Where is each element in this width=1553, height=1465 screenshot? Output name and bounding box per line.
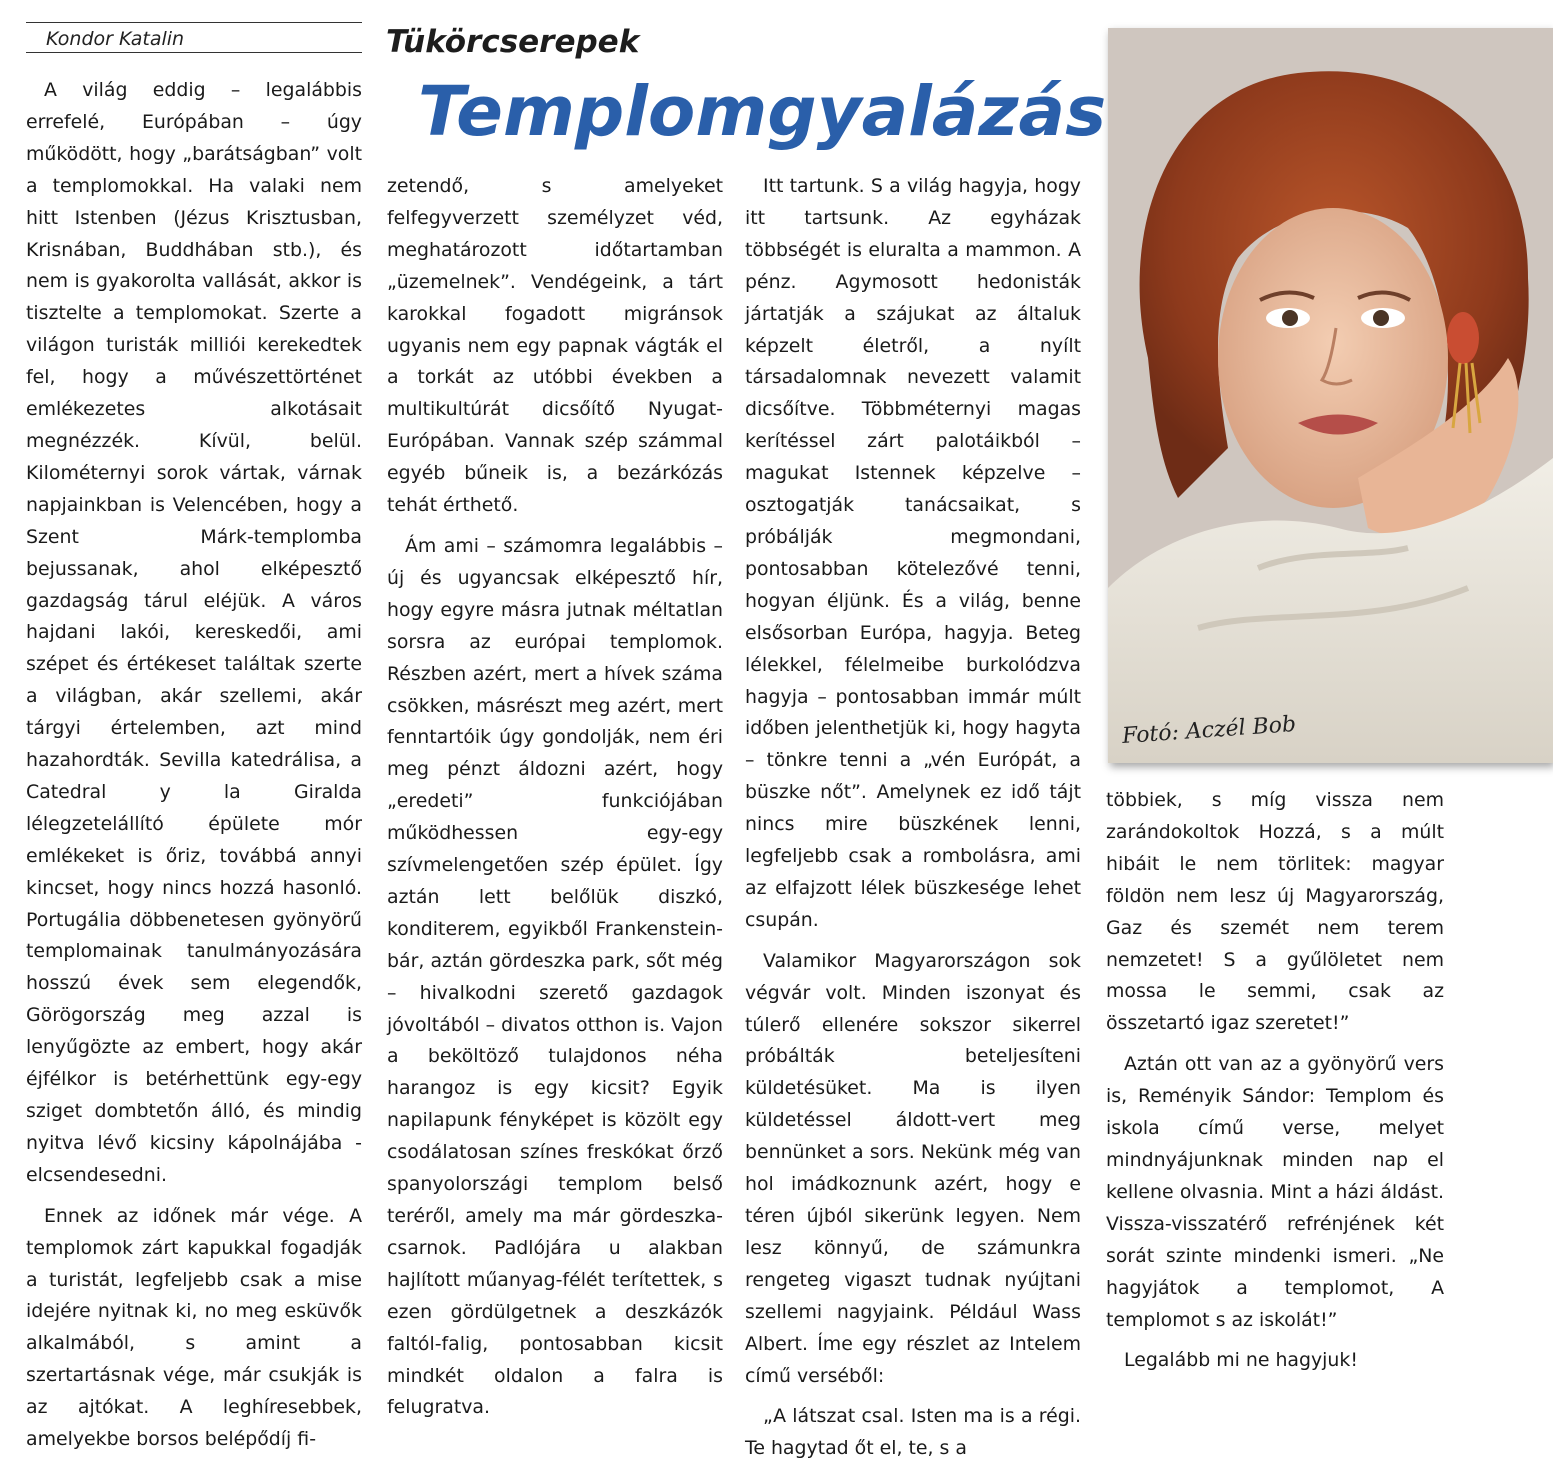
photo-signature: Fotó: Aczél Bob	[1121, 711, 1297, 750]
paragraph: Aztán ott van az a gyönyörű vers is, Reményik Sándor: Templom és iskola című verse, melyet mindnyájunknak minden nap el kellene olvasnia. Mint a házi áldást. Vissza-visszatérő refrénjének két sorát szinte mindenki ismeri. „Ne hagyjátok a templomot, A templomot s az iskolát!”	[1106, 1053, 1444, 1331]
paragraph: Ennek az időnek már vége. A templomok zárt kapukkal fogadják a turistát, legfeljebb csak a mise idejére nyitnak ki, no meg esküvők alkalmából, s amint a szertartásnak vége, már csukják is az ajtókat. A leghíresebbek, amelyekbe borsos belépődíj fi-	[26, 1204, 362, 1451]
column-kicker: Tükörcserepek	[386, 24, 640, 60]
text-column-1	[26, 75, 362, 1456]
paragraph: Legalább mi ne hagyjuk!	[1124, 1349, 1358, 1372]
article-headline: Templomgyalázás	[418, 72, 1107, 152]
text-column-4	[1106, 785, 1444, 1377]
paragraph: Ám ami – számomra legalábbis – új és ugyancsak elképesztő hír, hogy egyre másra jutnak méltatlan sorsra az európai templomok. Részben azért, mert a hívek száma csökken, másrészt meg azért, mert fenntartóik úgy gondolják, nem éri meg pénzt áldozni azért, hogy „eredeti” funkciójában működhessen egy-egy szívmelengetően szép épület. Így aztán lett belőlük diszkó, konditerem, egyikből Frankenstein-bár, aztán gördeszka park, sőt még – hivalkodni szerető gazdagok jóvoltából – divatos otthon is. Vajon a beköltöző tulajdonos néha harangoz is egy kicsit? Egyik napilapunk fényképet is közölt egy csodálatosan színes freskókat őrző spanyolországi templom belső teréről, amely ma már gördeszka-csarnok. Padlójára u alakban hajlított műanyag-félét terítettek, s ezen gördülgetnek a deszkázók faltól-falig, pontosabban kicsit mindkét oldalon a falra is felugratva.	[387, 534, 723, 1419]
text-column-3	[745, 171, 1081, 1465]
paragraph: Itt tartunk. S a világ hagyja, hogy itt tartsunk. Az egyházak többségét is eluralta a mammon. A pénz. Agymosott hedonisták jártatják a szájukat az általuk képzelt életről, a nyílt társadalomnak nevezett valamit dicsőítve. Többméternyi magas kerítéssel zárt palotáikból – magukat Istennek képzelve – osztogatják tanácsaikat, s próbálják megmondani, pontosabban kötelezővé tenni, hogyan éljünk. És a világ, benne elsősorban Európa, hagyja. Beteg lélekkel, félelmeibe burkolódzva hagyja – pontosabban immár múlt időben jelenthetjük ki, hogy hagyta – tönkre tenni a „vén Európát, a büszke nőt”. Amelynek ez idő tájt nincs mire büszkének lenni, legfeljebb csak a rombolásra, ami az elfajzott lélek büszkesége lehet csupán.	[745, 175, 1081, 931]
portrait-photo-icon	[1108, 28, 1553, 763]
author-rule-bottom	[26, 52, 362, 53]
author-rule-top	[26, 22, 362, 23]
author-portrait-photo	[1108, 28, 1553, 763]
paragraph: többiek, s míg vissza nem zarándokoltok Hozzá, s a múlt hibáit le nem törlitek: magyar földön nem lesz új Magyarország, Gaz és szemét nem terem nemzetet! S a gyűlöletet nem mossa le semmi, csak az összetartó igaz szeretet!”	[1106, 789, 1444, 1035]
paragraph: A világ eddig – legalábbis errefelé, Európában – úgy működött, hogy „barátságban” volt a templomokkal. Ha valaki nem hitt Istenben (Jézus Krisztusban, Krisnában, Buddhában stb.), és nem is gyakorolta vallását, akkor is tisztelte a templomokat. Szerte a világon turisták milliói kerekedtek fel, hogy a művészettörténet emlékezetes alkotásait megnézzék. Kívül, belül. Kilométernyi sorok vártak, várnak napjainkban is Velencében, hogy a Szent Márk-templomba bejussanak, ahol elképesztő gazdagság tárul eléjük. A város hajdani lakói, kereskedői, ami szépet és értékeset találtak szerte a világban, akár szellemi, akár tárgyi értelemben, azt mind hazahordták. Sevilla katedrálisa, a Catedral y la Giralda lélegzetelállító épülete mór emlékeket is őriz, továbbá annyi kincset, hogy nincs hozzá hasonló. Portugália döbbenetesen gyönyörű templomainak tanulmányozására hosszú évek sem elegendők, Görögország meg azzal is lenyűgözte az embert, hogy akár éjfélkor is betérhettünk egy-egy sziget dombtetőn álló, és mindig nyitva lévő kicsiny kápolnájába - elcsendesedni.	[26, 79, 362, 1186]
text-column-2	[387, 171, 723, 1424]
author-byline: Kondor Katalin	[46, 28, 185, 50]
paragraph: Valamikor Magyarországon sok végvár volt. Minden iszonyat és túlerő ellenére sokszor sikerrel próbálták beteljesíteni küldetésüket. Ma is ilyen küldetéssel áldott-vert meg bennünket a sors. Nekünk még van hol imádkoznunk azért, hogy e téren újból sikerünk legyen. Nem lesz könnyű, de számunkra rengeteg vigaszt tudnak nyújtani szellemi nagyjaink. Például Wass Albert. Íme egy részlet az Intelem című verséből:	[745, 949, 1081, 1387]
paragraph: zetendő, s amelyeket felfegyverzett személyzet véd, meghatározott időtartamban „üzemelnek”. Vendégeink, a tárt karokkal fogadott migránsok ugyanis nem egy papnak vágták el a torkát az utóbbi években a multikultúrát dicsőítő Nyugat-Európában. Vannak szép számmal egyéb bűneik is, a bezárkózás tehát érthető.	[387, 175, 723, 517]
paragraph: „A látszat csal. Isten ma is a régi. Te hagytad őt el, te, s a	[745, 1405, 1081, 1460]
